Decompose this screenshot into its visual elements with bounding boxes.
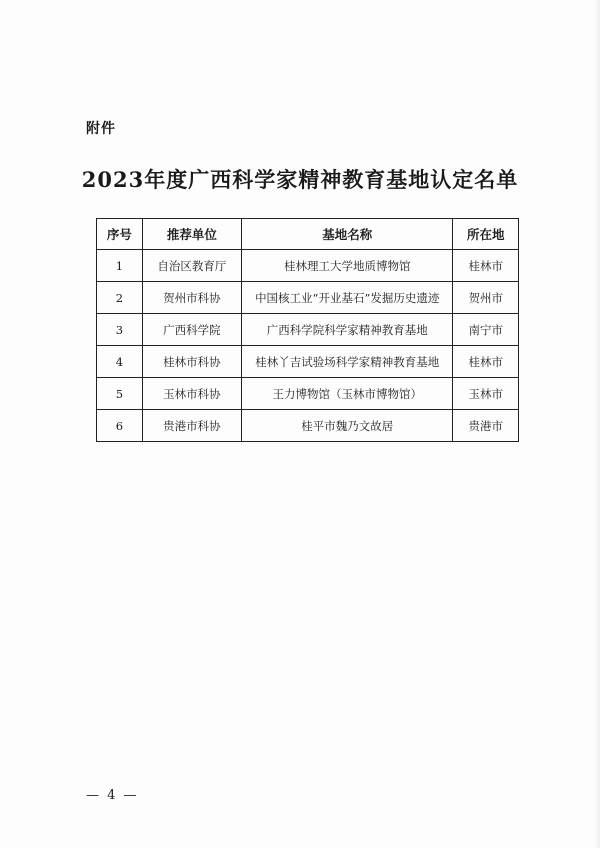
cell-location: 桂林市 [453, 250, 519, 282]
header-index: 序号 [97, 219, 143, 250]
base-list-table [96, 218, 519, 442]
cell-location: 桂林市 [453, 346, 519, 378]
cell-recommending-unit: 贺州市科协 [142, 282, 241, 314]
cell-index: 2 [97, 282, 143, 314]
table-row [97, 314, 519, 346]
attachment-label: 附件 [86, 121, 116, 137]
cell-base-name: 中国核工业“开业基石”发掘历史遗迹 [241, 282, 452, 314]
header-location: 所在地 [453, 219, 519, 250]
cell-base-name: 桂林理工大学地质博物馆 [241, 250, 452, 282]
cell-index: 1 [97, 250, 143, 282]
table-row [97, 250, 519, 282]
cell-index: 6 [97, 410, 143, 442]
cell-base-name: 王力博物馆（玉林市博物馆） [241, 378, 452, 410]
cell-location: 玉林市 [453, 378, 519, 410]
cell-recommending-unit: 自治区教育厅 [142, 250, 241, 282]
cell-base-name: 广西科学院科学家精神教育基地 [241, 314, 452, 346]
cell-location: 贵港市 [453, 410, 519, 442]
cell-recommending-unit: 广西科学院 [142, 314, 241, 346]
cell-base-name: 桂林丫吉试验场科学家精神教育基地 [241, 346, 452, 378]
page-number: — 4 — [86, 788, 139, 803]
header-recommending-unit: 推荐单位 [142, 219, 241, 250]
cell-index: 3 [97, 314, 143, 346]
cell-index: 4 [97, 346, 143, 378]
table-row [97, 346, 519, 378]
cell-location: 贺州市 [453, 282, 519, 314]
cell-location: 南宁市 [453, 314, 519, 346]
table-row [97, 410, 519, 442]
header-base-name: 基地名称 [241, 219, 452, 250]
table-row [97, 282, 519, 314]
page-edge [594, 0, 600, 848]
table-header-row [97, 219, 519, 250]
cell-recommending-unit: 玉林市科协 [142, 378, 241, 410]
cell-recommending-unit: 贵港市科协 [142, 410, 241, 442]
table-row [97, 378, 519, 410]
cell-base-name: 桂平市魏乃文故居 [241, 410, 452, 442]
cell-recommending-unit: 桂林市科协 [142, 346, 241, 378]
document-title: 2023年度广西科学家精神教育基地认定名单 [81, 167, 519, 192]
cell-index: 5 [97, 378, 143, 410]
